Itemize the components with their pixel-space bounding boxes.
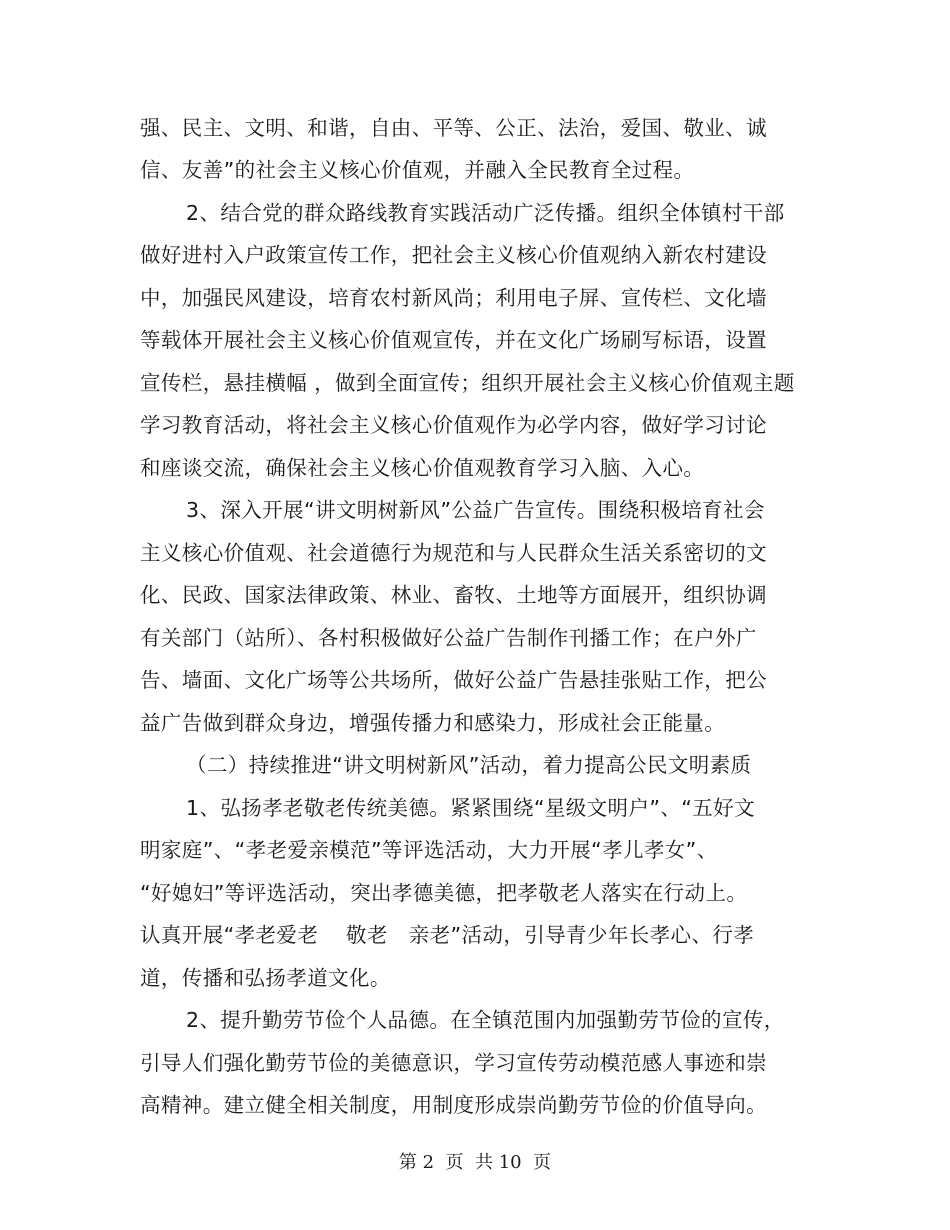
text-line: 引导人们强化勤劳节俭的美德意识，学习宣传劳动模范感人事迹和崇 <box>140 1051 767 1075</box>
text-line: 强、民主、文明、和谐，自由、平等、公正、法治，爱国、敬业、诚 <box>140 116 767 140</box>
text-line: 信、友善”的社会主义核心价值观，并融入全民教育全过程。 <box>140 158 695 182</box>
text-line: 做好进村入户政策宣传工作，把社会主义核心价值观纳入新农村建设 <box>140 243 767 267</box>
section-heading: （二）持续推进“讲文明树新风”活动，着力提高公民文明素质 <box>186 753 752 777</box>
page-number-footer: 第 2 页 共 10 页 <box>398 1152 552 1173</box>
text-line: 1、弘扬孝老敬老传统美德。紧紧围绕“星级文明户”、“五好文 <box>186 796 756 820</box>
text-line: 明家庭”、“孝老爱亲模范”等评选活动，大力开展“孝儿孝女”、 <box>140 838 718 862</box>
text-line: 和座谈交流，确保社会主义核心价值观教育学习入脑、入心。 <box>140 456 705 480</box>
text-line: 主义核心价值观、社会道德行为规范和与人民群众生活关系密切的文 <box>140 541 767 565</box>
text-line: 告、墙面、文化广场等公共场所，做好公益广告悬挂张贴工作，把公 <box>140 668 767 692</box>
text-line: 道，传播和弘扬孝道文化。 <box>140 966 391 990</box>
text-line: 有关部门（站所）、各村积极做好公益广告制作刊播工作；在户外广 <box>140 626 757 650</box>
text-line: 高精神。建立健全相关制度，用制度形成崇尚勤劳节俭的价值导向。 <box>140 1093 767 1117</box>
text-line: 2、结合党的群众路线教育实践活动广泛传播。组织全体镇村干部 <box>186 201 785 225</box>
text-line: 中，加强民风建设，培育农村新风尚；利用电子屏、宣传栏、文化墙 <box>140 286 767 310</box>
text-line: 化、民政、国家法律政策、林业、畜牧、土地等方面展开，组织协调 <box>140 583 767 607</box>
text-line: 学习教育活动，将社会主义核心价值观作为必学内容，做好学习讨论 <box>140 413 767 437</box>
text-line: 等载体开展社会主义核心价值观宣传，并在文化广场刷写标语，设置 <box>140 328 767 352</box>
text-line: “好媳妇”等评选活动，突出孝德美德，把孝敬老人落实在行动上。 <box>140 881 748 905</box>
text-line: 益广告做到群众身边，增强传播力和感染力，形成社会正能量。 <box>140 711 726 735</box>
text-line: 3、深入开展“讲文明树新风”公益广告宣传。围绕积极培育社会 <box>186 498 765 522</box>
text-line: 认真开展“孝老爱老 敬老 亲老”活动，引导青少年长孝心、行孝 <box>140 923 755 947</box>
text-line: 宣传栏，悬挂横幅 ，做到全面宣传；组织开展社会主义核心价值观主题 <box>140 371 795 395</box>
text-line: 2、提升勤劳节俭个人品德。在全镇范围内加强勤劳节俭的宣传， <box>186 1008 785 1032</box>
